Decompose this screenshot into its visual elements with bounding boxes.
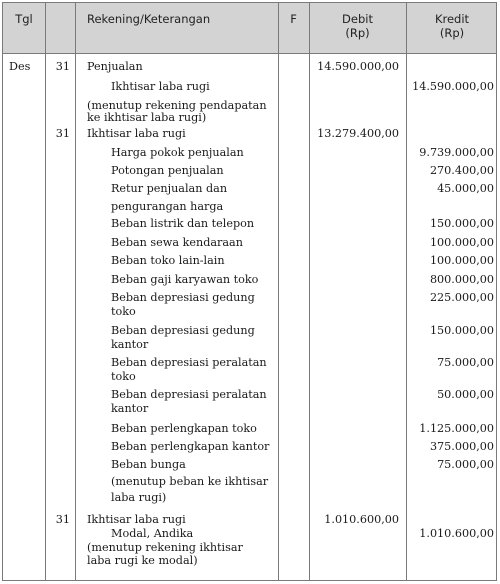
header-f: F bbox=[290, 12, 297, 26]
entry-note: (menutup beban ke ikhtisar bbox=[111, 475, 269, 488]
credit-amount: 1.010.600,00 bbox=[419, 527, 494, 540]
credit-item-label: kantor bbox=[111, 402, 149, 415]
credit-item-label: Harga pokok penjualan bbox=[111, 146, 244, 159]
debit-amount: 14.590.000,00 bbox=[317, 60, 399, 73]
credit-item-label: toko bbox=[111, 370, 136, 383]
credit-item-label: Beban sewa kendaraan bbox=[111, 236, 243, 249]
col-divider bbox=[309, 3, 310, 580]
credit-item-label: Beban listrik dan telepon bbox=[111, 217, 255, 230]
day-cell: 31 bbox=[55, 60, 70, 73]
credit-item-amount: 50.000,00 bbox=[437, 388, 494, 401]
credit-item-amount: 800.000,00 bbox=[429, 273, 494, 286]
credit-item-label: Retur penjualan dan bbox=[111, 182, 228, 195]
col-divider bbox=[278, 3, 279, 580]
credit-item-amount: 150.000,00 bbox=[429, 324, 494, 337]
credit-item-label: Beban toko lain-lain bbox=[111, 254, 225, 267]
journal-table bbox=[2, 2, 497, 581]
credit-item-label: Beban depresiasi gedung bbox=[111, 291, 255, 304]
credit-item-label: toko bbox=[111, 305, 136, 318]
header-tgl: Tgl bbox=[15, 12, 33, 26]
credit-item-amount: 75.000,00 bbox=[437, 356, 494, 369]
credit-item-amount: 375.000,00 bbox=[429, 440, 494, 453]
credit-item-label: kantor bbox=[111, 338, 149, 351]
debit-account: Ikhtisar laba rugi bbox=[87, 127, 186, 140]
header-kredit: Kredit (Rp) bbox=[434, 12, 470, 40]
credit-account: Ikhtisar laba rugi bbox=[111, 80, 210, 93]
credit-item-label: pengurangan harga bbox=[111, 200, 224, 213]
col-divider bbox=[75, 3, 76, 580]
entry-note: laba rugi) bbox=[111, 491, 167, 504]
credit-item-label: Potongan penjualan bbox=[111, 164, 224, 177]
debit-account: Ikhtisar laba rugi bbox=[87, 513, 186, 526]
credit-amount: 14.590.000,00 bbox=[412, 80, 494, 93]
debit-amount: 13.279.400,00 bbox=[317, 127, 399, 140]
credit-item-amount: 150.000,00 bbox=[429, 217, 494, 230]
credit-item-amount: 75.000,00 bbox=[437, 458, 494, 471]
credit-item-amount: 9.739.000,00 bbox=[419, 146, 494, 159]
day-cell: 31 bbox=[55, 513, 70, 526]
credit-item-label: Beban gaji karyawan toko bbox=[111, 273, 259, 286]
debit-account: Penjualan bbox=[87, 60, 143, 73]
credit-item-label: Beban depresiasi peralatan bbox=[111, 388, 267, 401]
credit-item-label: Beban depresiasi peralatan bbox=[111, 356, 267, 369]
entry-note: laba rugi ke modal) bbox=[87, 554, 198, 567]
credit-item-label: Beban perlengkapan toko bbox=[111, 422, 257, 435]
credit-item-amount: 100.000,00 bbox=[429, 254, 494, 267]
header-rekening: Rekening/Keterangan bbox=[87, 12, 211, 26]
credit-item-amount: 45.000,00 bbox=[437, 182, 494, 195]
debit-amount: 1.010.600,00 bbox=[324, 513, 399, 526]
credit-item-label: Beban perlengkapan kantor bbox=[111, 440, 270, 453]
credit-item-amount: 225.000,00 bbox=[429, 291, 494, 304]
credit-item-amount: 100.000,00 bbox=[429, 236, 494, 249]
entry-note: (menutup rekening pendapatan bbox=[87, 99, 267, 112]
day-cell: 31 bbox=[55, 127, 70, 140]
entry-note: ke ikhtisar laba rugi) bbox=[87, 111, 207, 124]
credit-item-amount: 270.400,00 bbox=[429, 164, 494, 177]
col-divider bbox=[45, 3, 46, 580]
credit-item-amount: 1.125.000,00 bbox=[419, 422, 494, 435]
credit-item-label: Beban bunga bbox=[111, 458, 186, 471]
entry-note: (menutup rekening ikhtisar bbox=[87, 541, 243, 554]
month-cell: Des bbox=[9, 60, 31, 73]
credit-account: Modal, Andika bbox=[111, 527, 194, 540]
header-debit: Debit (Rp) bbox=[342, 12, 373, 40]
credit-item-label: Beban depresiasi gedung bbox=[111, 324, 255, 337]
